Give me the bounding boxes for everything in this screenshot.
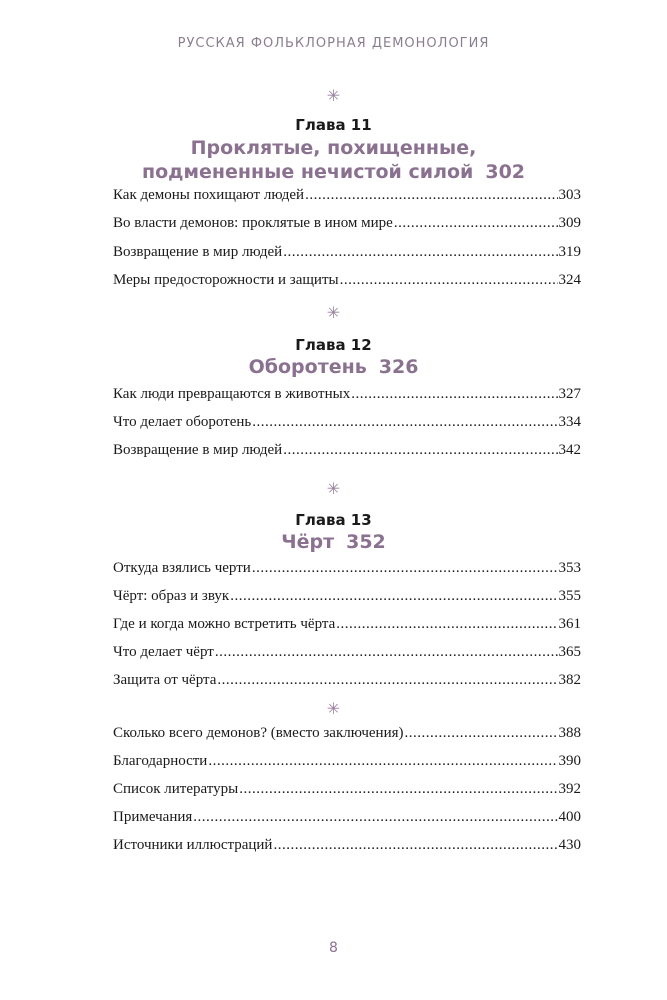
dot-leader <box>336 616 557 633</box>
toc-entry-page: 319 <box>558 244 581 260</box>
toc-entry-title: Как люди превращаются в животных <box>113 386 351 402</box>
separator-star-icon: ✳ <box>326 699 341 718</box>
dot-leader <box>252 414 557 431</box>
separator-star-icon: ✳ <box>326 86 341 105</box>
running-header: РУССКАЯ ФОЛЬКЛОРНАЯ ДЕМОНОЛОГИЯ <box>177 36 490 51</box>
toc-entry-title: Сколько всего демонов? (вместо заключения) <box>113 725 404 741</box>
toc-entry-page: 353 <box>558 560 581 576</box>
toc-entry-title: Что делает оборотень <box>113 414 252 430</box>
toc-entry-title: Список литературы <box>113 781 239 797</box>
toc-entry-page: 382 <box>558 672 581 688</box>
toc-entry-title: Что делает чёрт <box>113 644 214 660</box>
toc-entry[interactable] <box>113 560 581 582</box>
chapter-title-text: Чёрт <box>281 531 335 553</box>
toc-entry-page: 400 <box>558 809 581 825</box>
toc-entry[interactable] <box>113 187 581 209</box>
toc-entry-title: Возвращение в мир людей <box>113 244 283 260</box>
dot-leader <box>273 837 557 854</box>
chapter-title-text: Оборотень <box>248 356 367 378</box>
dot-leader <box>283 442 557 459</box>
toc-entry[interactable] <box>113 809 581 831</box>
chapter-title-line: подмененные нечистой силой <box>141 161 474 183</box>
dot-leader <box>305 187 557 204</box>
toc-entry-title: Благодарности <box>113 753 208 769</box>
toc-entry[interactable] <box>113 215 581 237</box>
toc-entry-title: Во власти демонов: проклятые в ином мире <box>113 215 393 231</box>
chapter-page: 302 <box>485 161 526 183</box>
toc-entry-title: Меры предосторожности и защиты <box>113 272 339 288</box>
dot-leader <box>252 560 558 577</box>
toc-entry[interactable] <box>113 781 581 803</box>
toc-entry[interactable] <box>113 616 581 638</box>
toc-entry-page: 355 <box>558 588 581 604</box>
chapter-label: Глава 12 <box>295 336 372 354</box>
toc-entry[interactable] <box>113 272 581 294</box>
page-number: 8 <box>329 940 338 956</box>
toc-entry-page: 303 <box>558 187 581 203</box>
toc-entry[interactable] <box>113 837 581 859</box>
chapter-label: Глава 11 <box>295 116 372 134</box>
toc-entry-title: Как демоны похищают людей <box>113 187 305 203</box>
toc-entry[interactable] <box>113 244 581 266</box>
toc-entry-page: 392 <box>558 781 581 797</box>
dot-leader <box>405 725 558 742</box>
chapter-title <box>0 355 667 379</box>
toc-entry-page: 430 <box>558 837 581 853</box>
toc-entry[interactable] <box>113 414 581 436</box>
dot-leader <box>351 386 557 403</box>
chapter-page: 352 <box>346 531 386 553</box>
chapter-title <box>0 136 667 184</box>
toc-entry-title: Возвращение в мир людей <box>113 442 283 458</box>
toc-entry-title: Чёрт: образ и звук <box>113 588 230 604</box>
dot-leader <box>340 272 558 289</box>
dot-leader <box>193 809 557 826</box>
chapter-title-line: Проклятые, похищенные, <box>190 137 477 159</box>
separator-star-icon: ✳ <box>326 479 341 498</box>
toc-entry-page: 327 <box>558 386 581 402</box>
dot-leader <box>217 672 557 689</box>
toc-entry-page: 388 <box>558 725 581 741</box>
dot-leader <box>230 588 557 605</box>
toc-entry[interactable] <box>113 386 581 408</box>
separator-star-icon: ✳ <box>326 303 341 322</box>
toc-entry-page: 324 <box>558 272 581 288</box>
dot-leader <box>394 215 558 232</box>
toc-entry[interactable] <box>113 672 581 694</box>
chapter-label: Глава 13 <box>295 511 372 529</box>
chapter-title <box>0 530 667 554</box>
toc-entry[interactable] <box>113 588 581 610</box>
toc-entry[interactable] <box>113 725 581 747</box>
toc-entry-page: 361 <box>558 616 581 632</box>
dot-leader <box>215 644 558 661</box>
toc-entry-page: 365 <box>558 644 581 660</box>
toc-entry-page: 342 <box>558 442 581 458</box>
toc-entry-title: Защита от чёрта <box>113 672 217 688</box>
toc-entry-title: Примечания <box>113 809 193 825</box>
toc-entry-title: Источники иллюстраций <box>113 837 273 853</box>
dot-leader <box>283 244 557 261</box>
dot-leader <box>208 753 557 770</box>
chapter-page: 326 <box>378 356 419 378</box>
toc-entry-page: 334 <box>558 414 581 430</box>
toc-entry[interactable] <box>113 753 581 775</box>
toc-entry[interactable] <box>113 644 581 666</box>
toc-entry[interactable] <box>113 442 581 464</box>
toc-entry-title: Откуда взялись черти <box>113 560 251 576</box>
toc-entry-title: Где и когда можно встретить чёрта <box>113 616 336 632</box>
toc-entry-page: 309 <box>558 215 581 231</box>
dot-leader <box>239 781 557 798</box>
toc-entry-page: 390 <box>558 753 581 769</box>
